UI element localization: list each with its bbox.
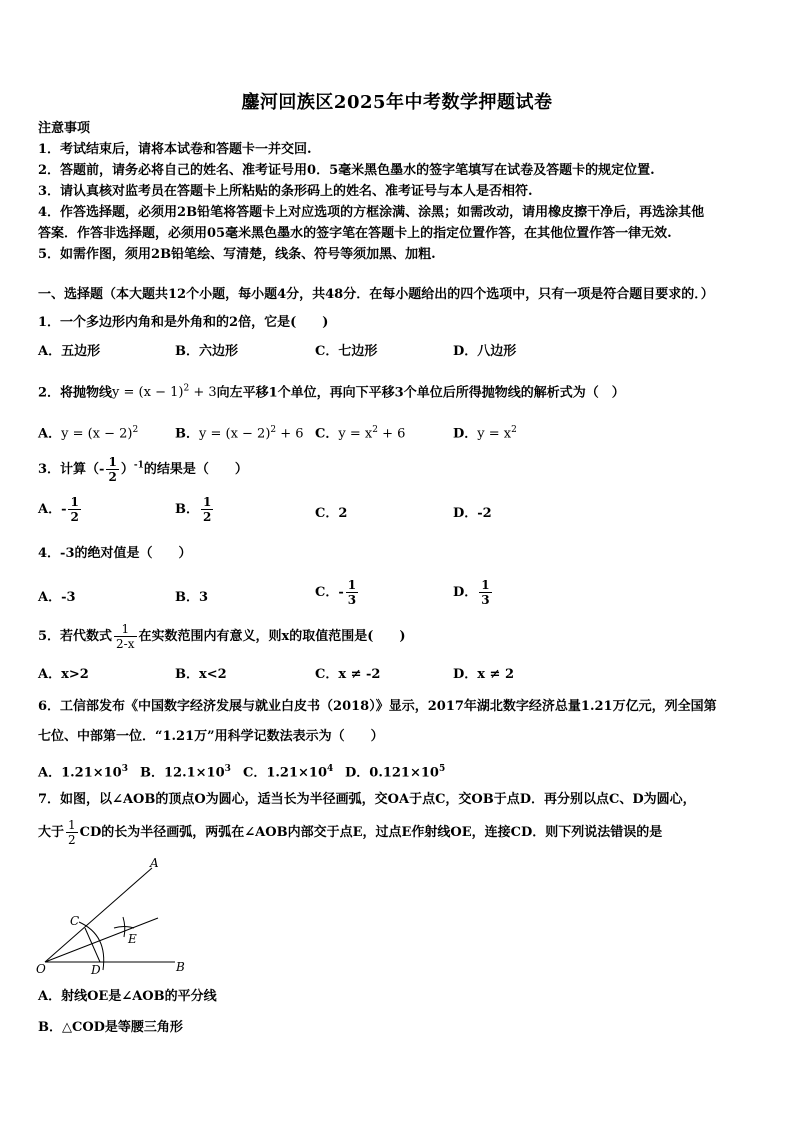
q5-option-c: C．x ≠ -2 — [315, 667, 381, 682]
angle-bisector-figure — [30, 855, 200, 980]
q5-option-b: B．x<2 — [175, 667, 227, 682]
q1-option-b: B．六边形 — [175, 344, 238, 359]
q4-option-c: C．- $\frac{1}{3}$ — [315, 578, 357, 607]
q7-option-a: A．射线OE是∠AOB的平分线 — [38, 989, 217, 1004]
question-2-stem: 2．将抛物线$y = (x - 1)^2 + 3$向左平移1个单位，再向下平移3个单位后所得抛物线的解析式为（ ） — [38, 384, 625, 401]
fraction: $\frac{1}{3}$ — [481, 578, 490, 607]
question-7-stem: 7．如图，以∠AOB的顶点O为圆心，适当长为半径画弧，交OA于点C，交OB于点D．再分别以点C、D为圆心， — [38, 792, 696, 807]
fraction: $\frac{1}{3}$ — [347, 578, 357, 607]
notice-item: 5．如需作图，须用2B铅笔绘、写清楚，线条、符号等须加黑、加粗. — [38, 247, 436, 262]
q1-option-a: A．五边形 — [38, 344, 101, 359]
q3-option-a: A．- $\frac{1}{2}$ — [38, 495, 79, 524]
q1-option-d: D．八边形 — [453, 344, 517, 359]
question-7-stem-cont: 大于 $\frac{1}{2}$ CD的长为半径画弧，两弧在∠AOB内部交于点E，过点E作射线OE，连接CD．则下列说法错误的是 — [38, 818, 663, 847]
q6-option-c: C．$1.21\times 10^4$ — [243, 764, 334, 781]
question-6-stem-cont: 七位、中部第一位．“1.21万”用科学记数法表示为（ ） — [38, 729, 384, 744]
question-4-stem: 4．-3的绝对值是（ ） — [38, 546, 192, 561]
question-5-stem: 5．若代数式 $\frac{1}{2-x}$ 在实数范围内有意义，则x的取值范围是( ) — [38, 622, 406, 651]
section-heading: 一、选择题（本大题共12个小题，每小题4分，共48分．在每小题给出的四个选项中，只有一项是符合题目要求的．） — [38, 287, 714, 302]
question-6-stem: 6．工信部发布《中国数字经济发展与就业白皮书（2018）》显示，2017年湖北数字经济总量1.21万亿元，列全国第 — [38, 699, 717, 714]
question-1-stem: 1．一个多边形内角和是外角和的2倍，它是( ) — [38, 315, 329, 330]
q5-option-d: D．x ≠ 2 — [453, 667, 515, 682]
ray-oa — [45, 868, 152, 962]
fraction: $\frac{1}{2}$ — [70, 495, 79, 524]
notice-item: 4．作答选择题，必须用2B铅笔将答题卡上对应选项的方框涂满、涂黑；如需改动，请用橡皮擦干净后，再选涂其他 — [38, 205, 705, 220]
arc-from-c — [114, 927, 134, 929]
label-d: D — [91, 963, 101, 977]
notice-item: 3．请认真核对监考员在答题卡上所粘贴的条形码上的姓名、准考证号与本人是否相符. — [38, 184, 533, 199]
fraction: $\frac{1}{2}$ — [203, 495, 212, 524]
q6-option-a: A．$1.21\times 10^3$ — [38, 764, 128, 781]
notice-item: 2．答题前，请务必将自己的姓名、准考证号用0．5毫米黑色墨水的签字笔填写在试卷及答题卡的规定位置. — [38, 163, 655, 178]
fraction: $\frac{1}{2-x}$ — [116, 622, 135, 651]
q3-option-c: C．2 — [315, 506, 348, 521]
q2-option-b: B．$y = (x - 2)^2 + 6$ — [175, 425, 304, 442]
notice-item: 1．考试结束后，请将本试卷和答题卡一并交回. — [38, 142, 312, 157]
q5-option-a: A．x>2 — [38, 667, 89, 682]
question-3-stem: 3．计算（- $\frac{1}{2}$ ）$^{-1}$的结果是（ ） — [38, 455, 248, 484]
page-title: 鏖河回族区2025年中考数学押题试卷 — [241, 92, 553, 113]
q6-option-d: D．$0.121\times 10^5$ — [345, 764, 446, 781]
label-o: O — [36, 962, 46, 976]
q2-option-d: D．$y = x^2$ — [453, 425, 517, 442]
q2-formula: $y = (x - 1)^2 + 3$ — [112, 384, 217, 401]
notice-item: 答案．作答非选择题，必须用05毫米黑色墨水的签字笔在答题卡上的指定位置作答，在其他位置作答一律无效. — [38, 226, 672, 241]
ray-oe — [45, 918, 158, 962]
q2-option-a: A．$y = (x - 2)^2$ — [38, 425, 139, 442]
fraction: $\frac{1}{2}$ — [68, 818, 76, 847]
q4-option-b: B．3 — [175, 590, 209, 605]
label-b: B — [176, 960, 185, 974]
fraction: $\frac{1}{2}$ — [108, 455, 117, 484]
label-e: E — [128, 932, 137, 946]
q6-option-b: B．$12.1\times 10^3$ — [140, 764, 231, 781]
label-c: C — [70, 914, 80, 928]
q2-option-c: C．$y = x^2 + 6$ — [315, 425, 406, 442]
label-a: A — [150, 856, 159, 870]
segment-cd — [85, 928, 100, 962]
q4-option-a: A．-3 — [38, 590, 76, 605]
q3-option-d: D．-2 — [453, 506, 492, 521]
notice-heading: 注意事项 — [38, 121, 91, 136]
q1-option-c: C．七边形 — [315, 344, 378, 359]
q3-option-b: B． $\frac{1}{2}$ — [175, 495, 212, 524]
q4-option-d: D． $\frac{1}{3}$ — [453, 578, 490, 607]
q7-option-b: B．△COD是等腰三角形 — [38, 1020, 183, 1035]
